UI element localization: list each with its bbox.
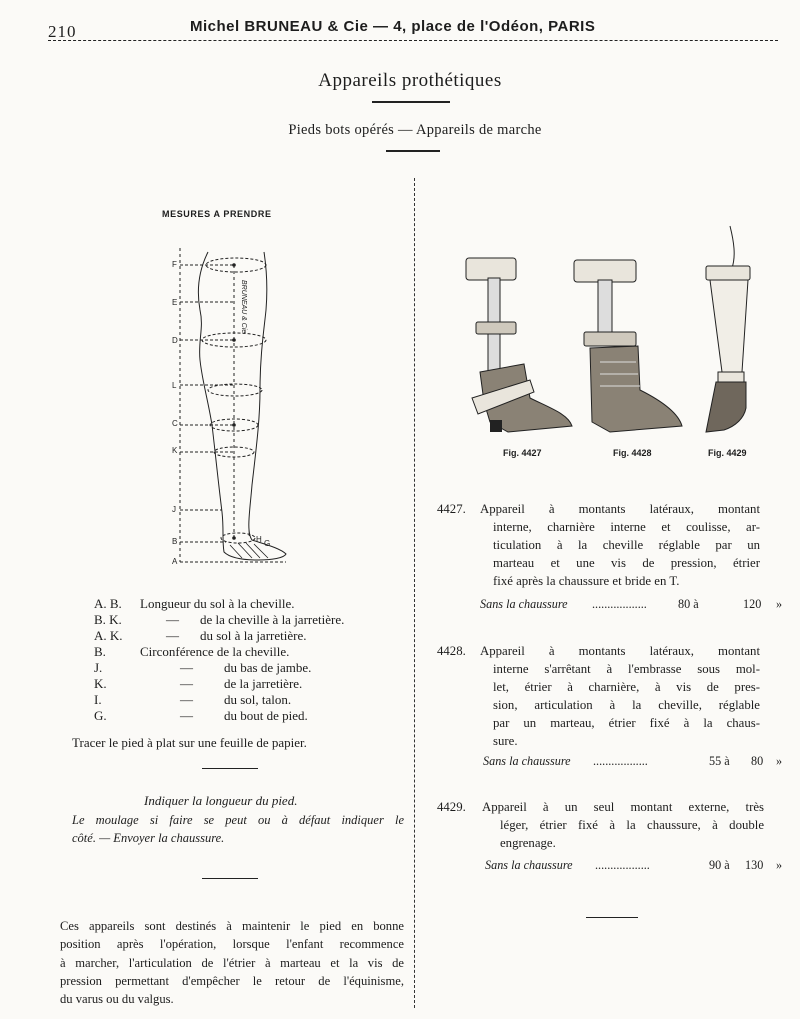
description-line: pression permettant d'empêcher le retour de l'équinisme, — [60, 973, 404, 988]
price-line — [485, 858, 795, 876]
measure-dash: — — [180, 676, 193, 691]
indiquer-note: Indiquer la longueur du pied. — [144, 793, 298, 808]
price-dots: .................. — [595, 858, 650, 872]
measure-code: B. K. — [94, 612, 122, 627]
diagram-label-i: I — [248, 529, 251, 538]
price-quote: » — [776, 597, 783, 611]
measure-dash: — — [166, 612, 179, 627]
list-item — [94, 628, 404, 644]
measure-text: Longueur du sol à la cheville. — [140, 596, 295, 611]
diagram-label-h: H — [256, 535, 262, 544]
column-divider — [414, 178, 415, 1008]
trace-note: Tracer le pied à plat sur une feuille de papier. — [72, 735, 307, 750]
price-dots: .................. — [592, 597, 647, 611]
leg-measure-diagram — [160, 240, 300, 575]
measure-code: A. K. — [94, 628, 123, 643]
figure-4429-illustration — [706, 226, 750, 432]
price-from: 90 à — [709, 858, 730, 872]
list-item — [94, 644, 404, 660]
price-dots: .................. — [593, 754, 648, 768]
list-item — [94, 692, 404, 708]
item-number: 4429. — [437, 800, 466, 814]
diagram-heading: MESURES A PRENDRE — [162, 209, 272, 219]
item-line: Appareil à un seul montant externe, très — [482, 800, 764, 814]
item-line: sion, articulation à la cheville, réglable — [493, 698, 760, 712]
figure-caption: Fig. 4427 — [503, 448, 542, 458]
item-line: par un marteau, étrier fixé à la chaus- — [493, 716, 760, 730]
diagram-label-g: G — [264, 539, 271, 548]
figure-caption: Fig. 4428 — [613, 448, 652, 458]
diagram-label-j: J — [172, 505, 176, 514]
header-rule — [48, 40, 778, 41]
item-line: interne, charnière interne et coulisse, ar- — [493, 520, 760, 534]
description-line: à marcher, l'articulation de l'étrier à marteau et la vis de — [60, 955, 404, 970]
price-line — [480, 597, 790, 615]
page-subtitle: Pieds bots opérés — Appareils de marche — [288, 122, 542, 138]
diagram-label-f: F — [172, 260, 177, 269]
item-line: interne s'arrêtant à l'embrasse sous mol- — [493, 662, 760, 676]
item-line: léger, étrier fixé à la chaussure, à double — [500, 818, 764, 832]
figure-4428-illustration — [574, 260, 682, 432]
measure-text: du bout de pied. — [224, 708, 308, 723]
item-number: 4428. — [437, 644, 466, 658]
measure-code: J. — [94, 660, 103, 675]
item-line: ticulation à la cheville réglable par un — [493, 538, 760, 552]
diagram-label-d: D — [172, 336, 178, 345]
list-item — [94, 596, 404, 612]
item-line: let, étrier à charnière, à vis de pres- — [493, 680, 760, 694]
price-line — [483, 754, 793, 772]
measure-code: K. — [94, 676, 107, 691]
orthosis-figures — [460, 222, 790, 444]
item-line: marteau et une vis de pression, étrier — [493, 556, 760, 570]
item-number: 4427. — [437, 502, 466, 516]
section-rule — [586, 917, 638, 918]
section-rule — [202, 878, 258, 879]
page-number: 210 — [48, 22, 77, 41]
price-to: 120 — [743, 597, 762, 611]
measure-text: de la jarretière. — [224, 676, 303, 691]
price-label: Sans la chaussure — [480, 597, 568, 611]
figure-caption: Fig. 4429 — [708, 448, 747, 458]
price-label: Sans la chaussure — [485, 858, 573, 872]
description-line: position après l'opération, lorsque l'enfant recommence — [60, 937, 404, 952]
page-title: Appareils prothétiques — [318, 70, 502, 91]
price-quote: » — [776, 754, 783, 768]
item-line: engrenage. — [500, 836, 556, 850]
diagram-label-e: E — [172, 298, 178, 307]
diagram-label-c: C — [172, 419, 178, 428]
measure-text: du sol, talon. — [224, 692, 292, 707]
measure-dash: — — [166, 628, 179, 643]
list-item — [94, 676, 404, 692]
diagram-label-k: K — [172, 446, 178, 455]
diagram-label-b: B — [172, 537, 178, 546]
measure-code: A. B. — [94, 596, 122, 611]
measure-dash: — — [180, 692, 193, 707]
list-item — [94, 708, 404, 724]
measure-dash: — — [180, 708, 193, 723]
measure-dash: — — [180, 660, 193, 675]
measure-text: du sol à la jarretière. — [200, 628, 307, 643]
description-line: du varus ou du valgus. — [60, 992, 174, 1007]
description-paragraph — [60, 917, 404, 1008]
item-line: Appareil à montants latéraux, montant — [480, 644, 760, 658]
measure-text: Circonférence de la cheville. — [140, 644, 290, 659]
price-quote: » — [776, 858, 783, 872]
list-item — [94, 660, 404, 676]
subtitle-rule — [386, 150, 440, 152]
figure-4427-illustration — [466, 258, 572, 432]
diagram-label-a: A — [172, 557, 178, 566]
moulage-line-1: Le moulage si faire se peut ou à défaut indiquer le — [72, 813, 404, 827]
list-item — [94, 612, 404, 628]
diagram-label-l: L — [172, 381, 177, 390]
price-label: Sans la chaussure — [483, 754, 571, 768]
measure-code: B. — [94, 644, 106, 659]
measure-text: de la cheville à la jarretière. — [200, 612, 345, 627]
measure-text: du bas de jambe. — [224, 660, 312, 675]
measure-code: G. — [94, 708, 107, 723]
title-rule — [372, 101, 450, 103]
price-from: 55 à — [709, 754, 730, 768]
price-from: 80 à — [678, 597, 699, 611]
running-header: Michel BRUNEAU & Cie — 4, place de l'Odéon, PARIS — [190, 18, 596, 35]
section-rule — [202, 768, 258, 769]
measure-code: I. — [94, 692, 102, 707]
item-line: sure. — [493, 734, 518, 748]
diagram-brand: BRUNEAU & Cie — [240, 280, 247, 334]
price-to: 80 — [751, 754, 764, 768]
item-line: Appareil à montants latéraux, montant — [480, 502, 760, 516]
moulage-line-2: côté. — Envoyer la chaussure. — [72, 831, 225, 845]
description-line: Ces appareils sont destinés à maintenir le pied en bonne — [60, 919, 404, 933]
price-to: 130 — [745, 858, 764, 872]
item-line: fixé après la chaussure et bride en T. — [493, 574, 680, 588]
